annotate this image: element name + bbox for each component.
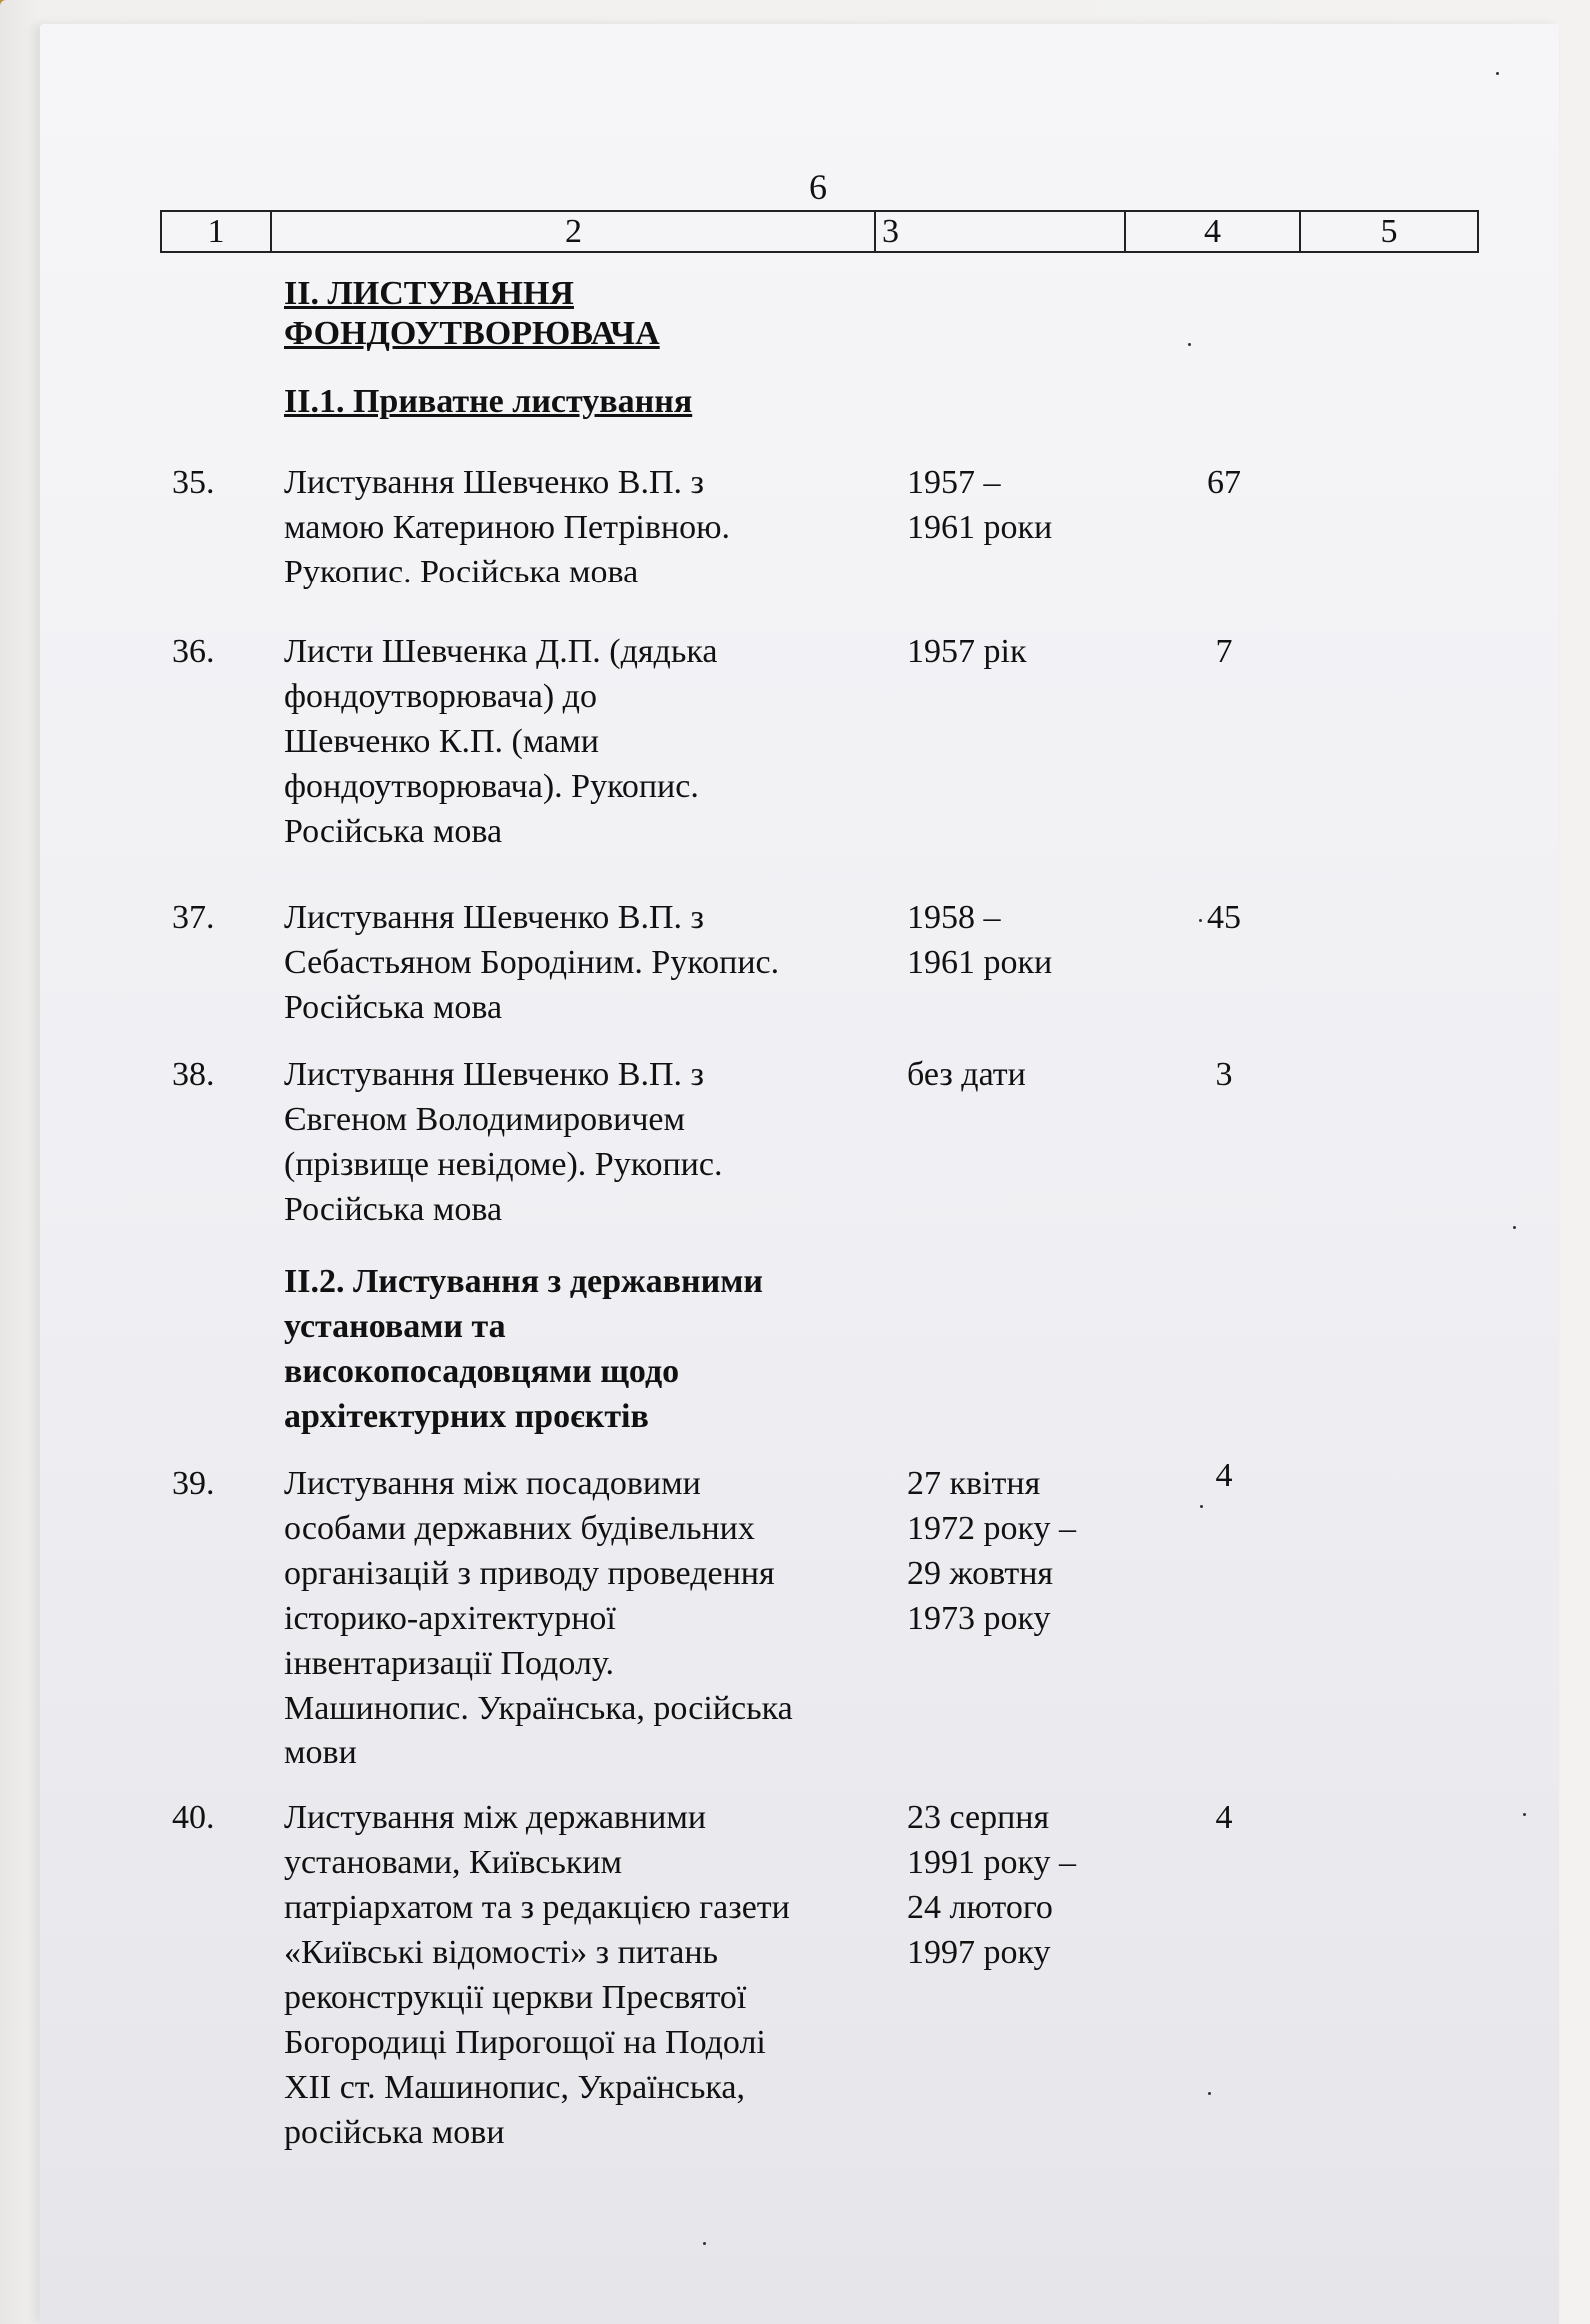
row-sheet-count: 3: [1215, 1056, 1233, 1093]
section-title: [284, 274, 883, 354]
row-sheet-count: 4: [1215, 1457, 1233, 1494]
table-header-row: [160, 210, 1479, 253]
row-date: 1958 – 1961 роки: [907, 899, 1053, 981]
page-number: 6: [809, 167, 827, 207]
row-description: Листування Шевченко В.П. з Себастьяном Бородіним. Рукопис. Російська мова: [284, 899, 780, 1026]
header-col-5: 5: [1380, 213, 1398, 250]
header-col-4: 4: [1126, 212, 1301, 251]
header-col-2: 2: [272, 212, 876, 251]
header-col-1: 1: [162, 212, 272, 251]
row-description: Листування між державними установами, Київським патріархатом та з редакцією газети «Київські відомості» з питань реконструкції церкви Пресвятої Богородиці Пирогощої на Подолі XII ст. Машинопис, Українська, російська мови: [284, 1799, 790, 2151]
scan-speck: [703, 2242, 706, 2245]
scan-speck: [1523, 1813, 1526, 1816]
row-description: Листи Шевченка Д.П. (дядька фондоутворювача) до Шевченко К.П. (мами фондоутворювача). Рукопис. Російська мова: [284, 633, 718, 850]
row-date: без дати: [907, 1056, 1026, 1093]
subsection-title-state: ІІ.2. Листування з державними установами та високопосадовцями щодо архітектурних проєктів: [284, 1263, 763, 1435]
row-sheet-count: 4: [1215, 1799, 1233, 1836]
section-title-line-1: ІІ. ЛИСТУВАННЯ: [284, 275, 574, 312]
scan-speck: [1200, 1505, 1203, 1508]
row-number: 35.: [172, 464, 215, 501]
scan-speck: [1496, 72, 1499, 75]
scan-speck: [1208, 2092, 1211, 2095]
scan-speck: [1513, 1226, 1516, 1229]
row-description: Листування між посадовими особами державних будівельних організацій з приводу проведення історико-архітектурної інвентаризації Подолу. Машинопис. Українська, російська мови: [284, 1465, 793, 1771]
row-sheet-count: 45: [1207, 899, 1241, 936]
row-number: 40.: [172, 1799, 215, 1836]
row-description: Листування Шевченко В.П. з мамою Катериною Петрівною. Рукопис. Російська мова: [284, 464, 730, 590]
row-number: 36.: [172, 633, 215, 670]
row-number: 37.: [172, 899, 215, 936]
section-title-line-2: ФОНДОУТВОРЮВАЧА: [284, 315, 660, 352]
row-date: 1957 – 1961 роки: [907, 464, 1053, 546]
row-date: 23 серпня 1991 року – 24 лютого 1997 року: [907, 1799, 1077, 1971]
header-col-3: 3: [876, 212, 1126, 251]
subsection-title-private: ІІ.1. Приватне листування: [284, 383, 693, 420]
scan-speck: [1199, 919, 1202, 922]
row-date: 1957 рік: [907, 633, 1027, 670]
row-description: Листування Шевченко В.П. з Євгеном Володимировичем (прізвище невідоме). Рукопис. Російська мова: [284, 1056, 723, 1228]
row-sheet-count: 7: [1215, 633, 1233, 670]
row-number: 38.: [172, 1056, 215, 1093]
row-sheet-count: 67: [1207, 464, 1241, 501]
row-date: 27 квітня 1972 року – 29 жовтня 1973 року: [907, 1465, 1077, 1637]
row-number: 39.: [172, 1465, 215, 1502]
scan-speck: [1188, 343, 1191, 346]
